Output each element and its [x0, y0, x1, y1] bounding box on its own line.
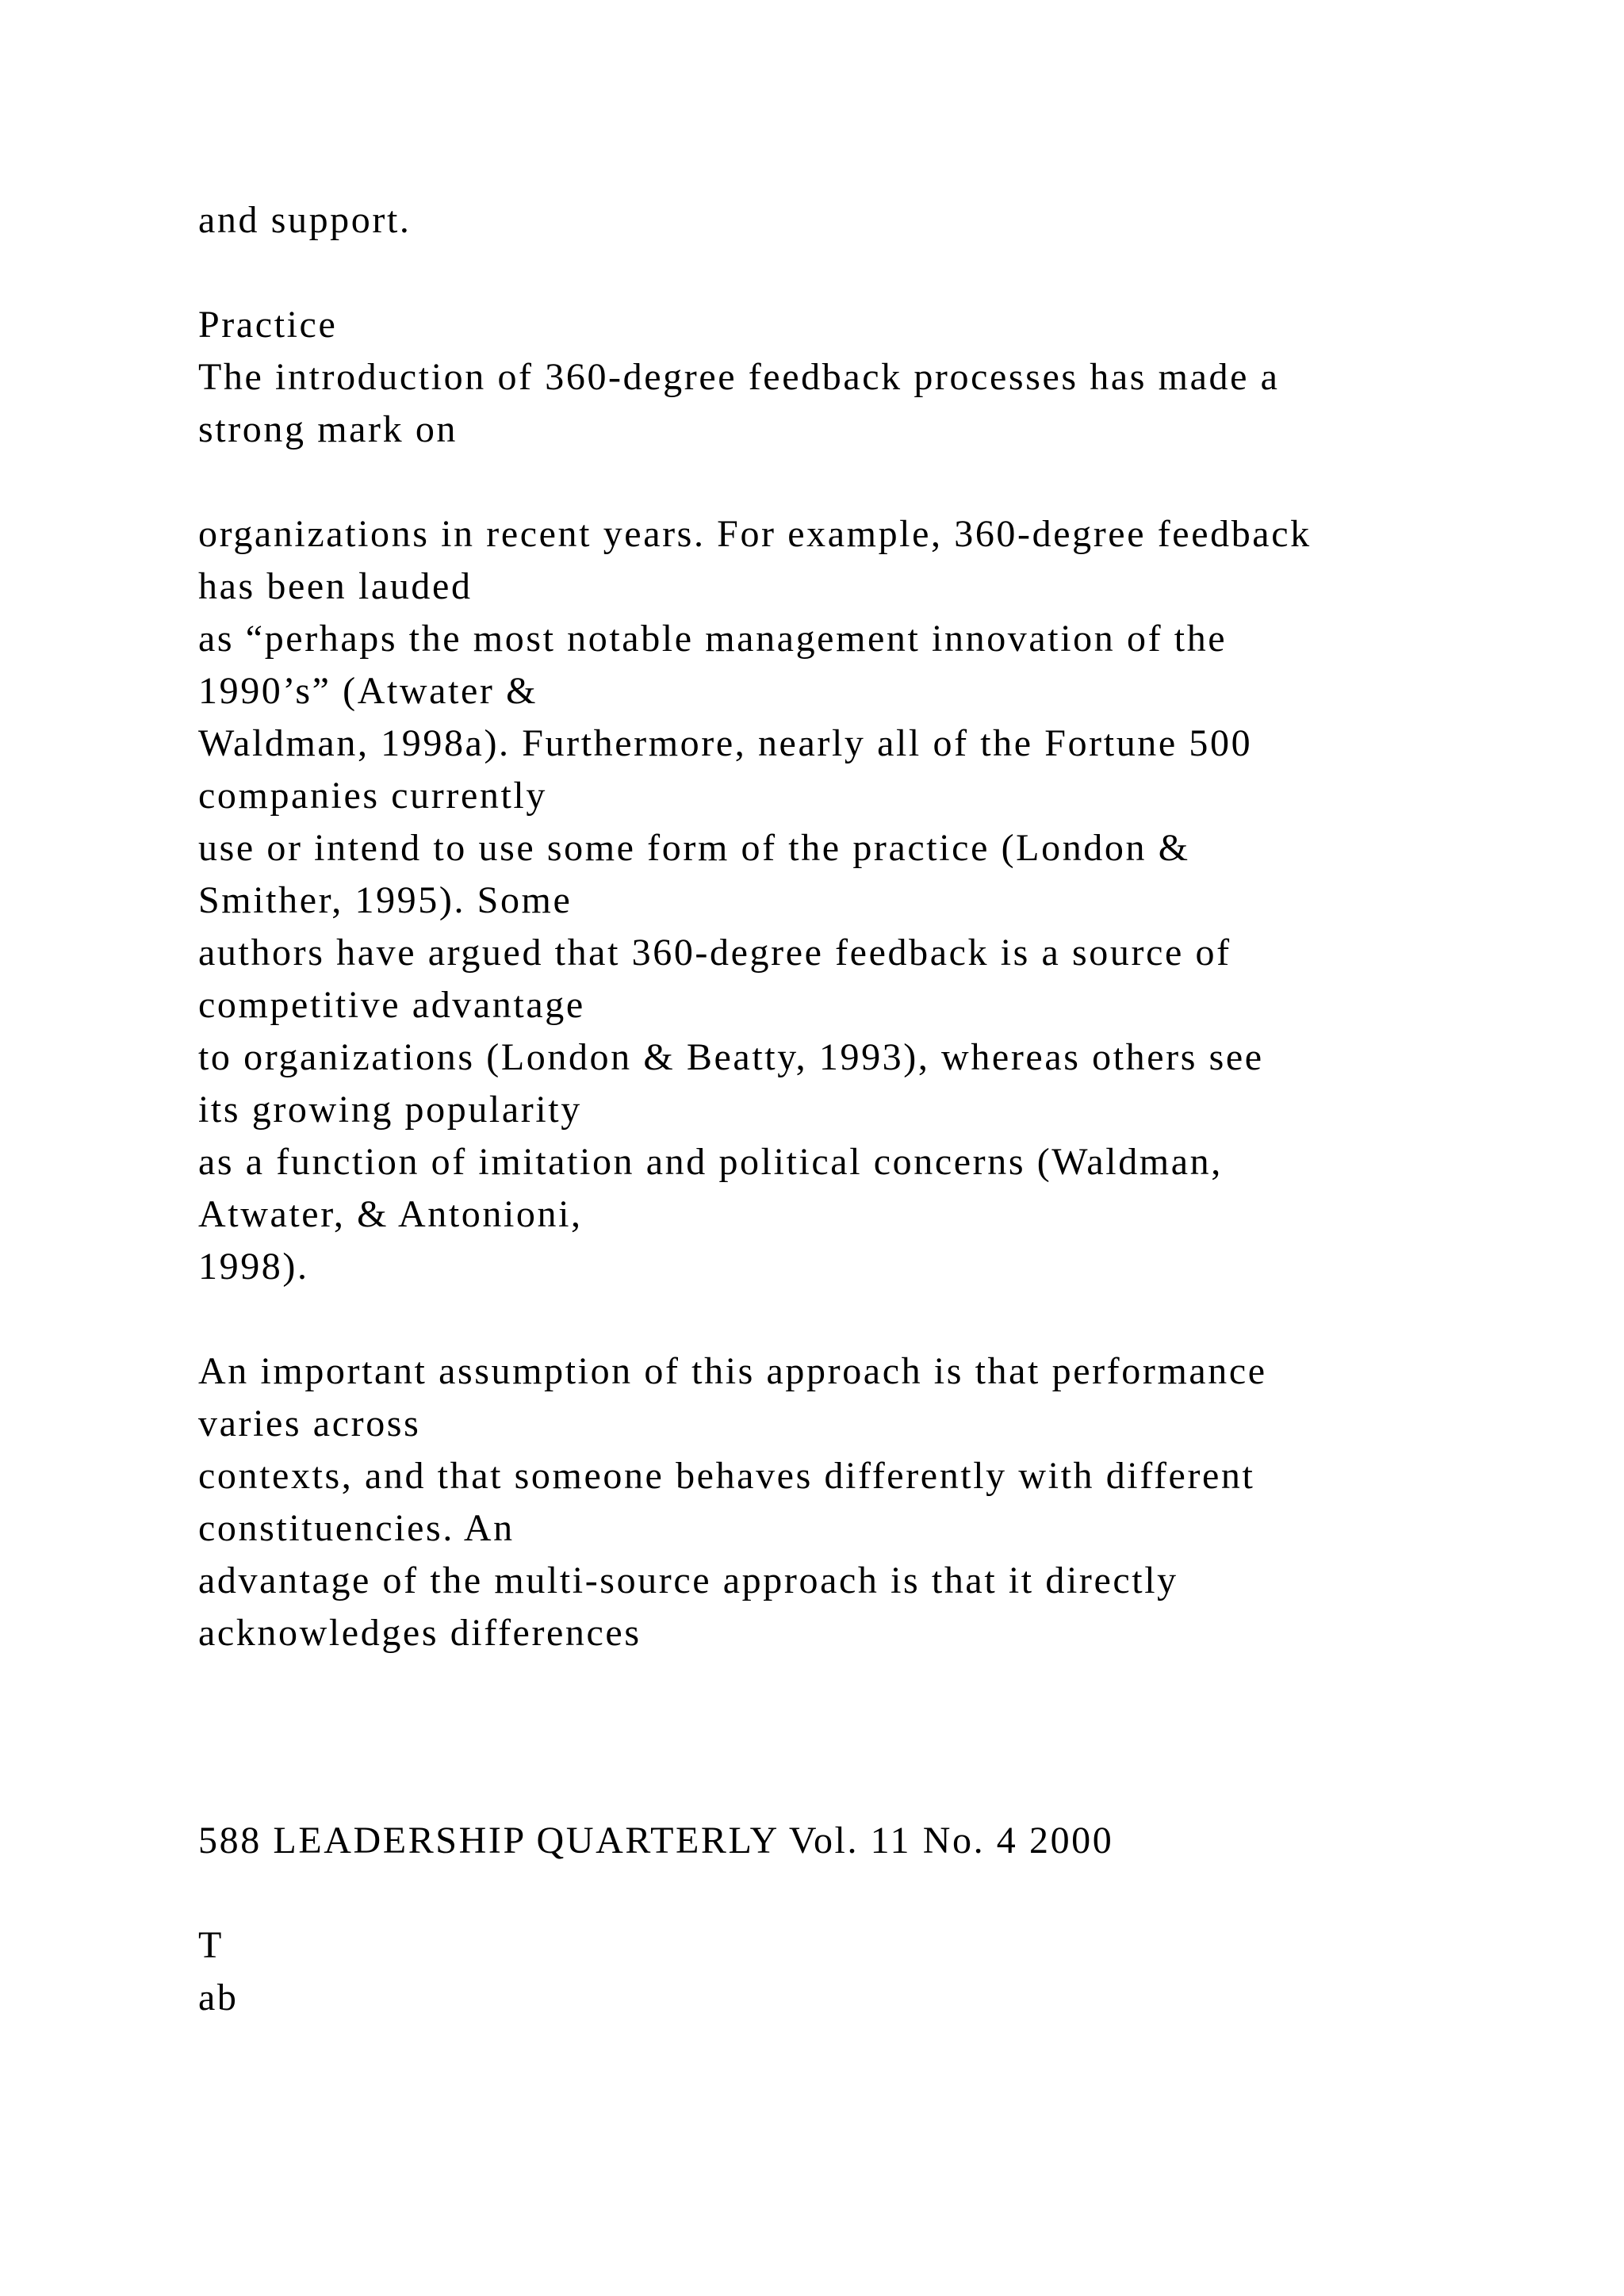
text-line: its growing popularity: [198, 1089, 582, 1131]
text-line: Atwater, & Antonioni,: [198, 1193, 583, 1235]
text-line: and support.: [198, 199, 412, 241]
text-line: to organizations (London & Beatty, 1993), whereas others see: [198, 1036, 1264, 1078]
text-line: Waldman, 1998a). Furthermore, nearly all of the Fortune 500: [198, 722, 1253, 764]
text-line: 1998).: [198, 1246, 309, 1288]
text-line: organizations in recent years. For example, 360-degree feedback: [198, 513, 1312, 555]
text-line: 1990’s” (Atwater &: [198, 670, 538, 712]
text-line: competitive advantage: [198, 984, 585, 1026]
text-line: The introduction of 360-degree feedback processes has made a: [198, 356, 1280, 398]
text-line: An important assumption of this approach is that performance: [198, 1350, 1267, 1392]
text-fragment: T: [198, 1924, 224, 1966]
text-line: acknowledges differences: [198, 1612, 642, 1654]
text-line: constituencies. An: [198, 1507, 515, 1549]
text-line: use or intend to use some form of the practice (London &: [198, 827, 1190, 869]
page-footer: 588 LEADERSHIP QUARTERLY Vol. 11 No. 4 2000: [198, 1820, 1114, 1862]
text-line: authors have argued that 360-degree feedback is a source of: [198, 932, 1231, 974]
text-line: as a function of imitation and political concerns (Waldman,: [198, 1141, 1223, 1183]
section-heading: Practice: [198, 304, 338, 346]
text-line: as “perhaps the most notable management innovation of the: [198, 618, 1228, 660]
text-fragment: ab: [198, 1976, 239, 2019]
text-line: varies across: [198, 1402, 421, 1445]
text-line: contexts, and that someone behaves differently with different: [198, 1455, 1255, 1497]
text-line: strong mark on: [198, 408, 458, 450]
text-line: advantage of the multi-source approach is that it directly: [198, 1559, 1178, 1601]
text-line: has been lauded: [198, 565, 473, 607]
text-line: companies currently: [198, 775, 547, 817]
text-line: Smither, 1995). Some: [198, 879, 573, 921]
